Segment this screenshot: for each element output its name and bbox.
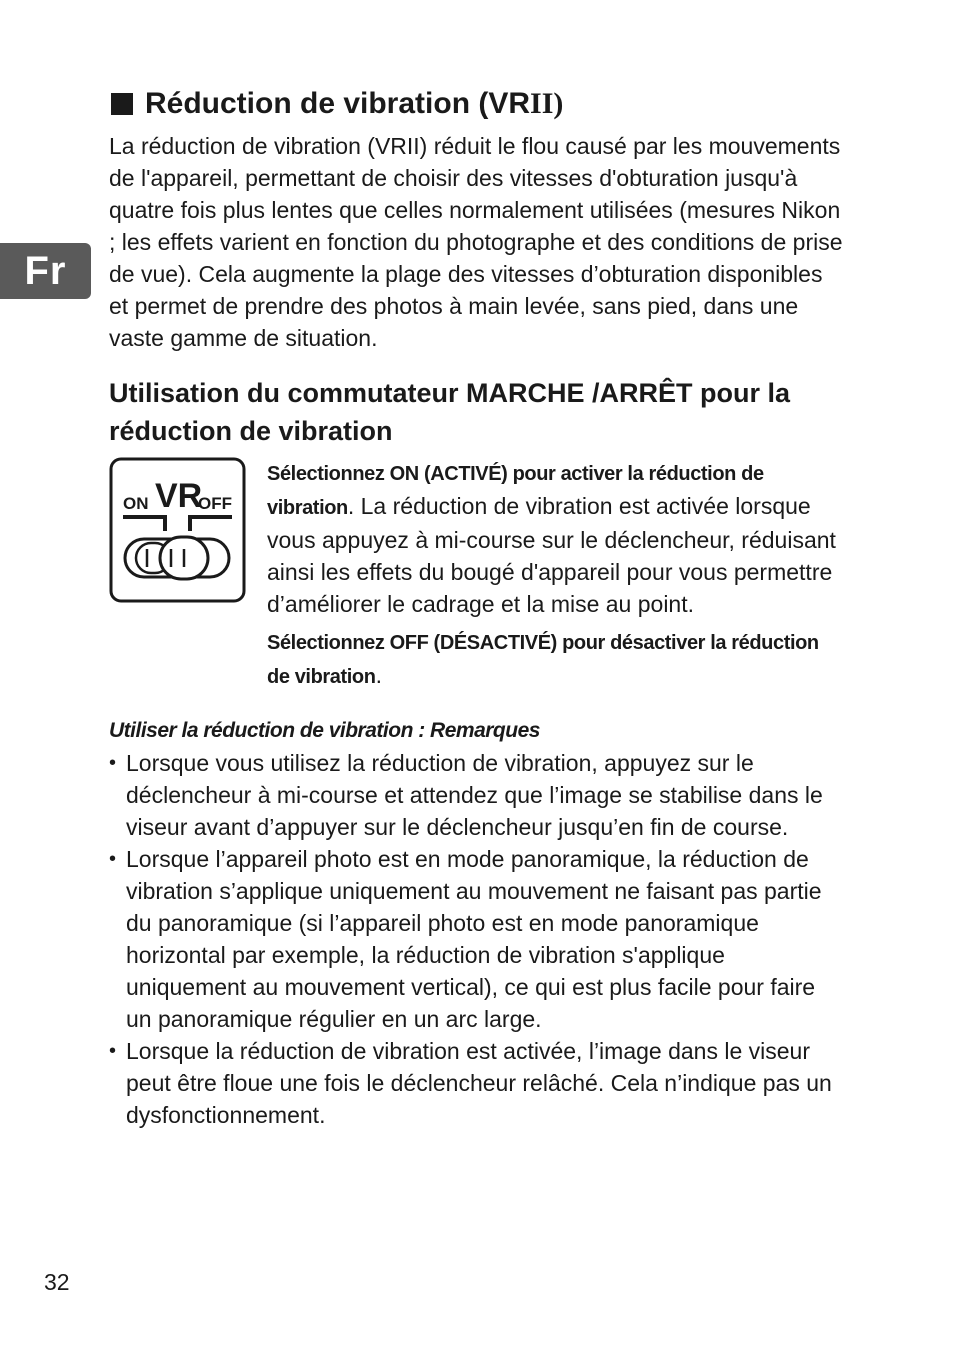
notes-list: [109, 747, 844, 1131]
vr-off-label: OFF: [198, 494, 232, 513]
select-off-bold: Sélectionnez OFF (DÉSACTIVÉ) pour désactiver la réduction de vibration: [267, 632, 819, 688]
notes-title: Utiliser la réduction de vibration : Remarques: [109, 719, 540, 742]
vr-label: VR: [155, 477, 203, 515]
page-number: 32: [44, 1269, 70, 1295]
vr-switch-section: [109, 456, 844, 693]
square-bullet-icon: [111, 93, 133, 115]
language-tab: Fr: [0, 243, 91, 299]
select-on-paragraph: [267, 456, 844, 620]
vr-on-label: ON: [123, 494, 149, 513]
vr-switch-icon: [109, 457, 246, 603]
select-on-bold: Sélectionnez ON (ACTIVÉ) pour activer la réduction de vibration: [267, 463, 764, 519]
intro-paragraph: La réduction de vibration (VRII) réduit le flou causé par les mouvements de l'appareil, permettant de choisir des vitesses d'obturation jusqu'à quatre fois plus lentes que celles normalement utilisées (mesures Nikon ; les effets varient en fonction du photographe et des conditions de prise de vue). Cela augmente la plage des vitesses d’obturation disponibles et permet de prendre des photos à main levée, sans pied, dans une vaste gamme de situation.: [109, 133, 843, 351]
page-content: [109, 82, 844, 1131]
list-item: • Lorsque la réduction de vibration est activée, l’image dans le viseur peut être floue une fois le déclencheur relâché. Cela n’indique pas un dysfonctionnement.: [109, 1035, 844, 1131]
select-off-text: .: [375, 662, 382, 688]
select-on-text: . La réduction de vibration est activée lorsque vous appuyez à mi-course sur le déclencheur, réduisant ainsi les effets du bougé d'appareil pour vous permettre d’améliorer le cadrage et la mise au point.: [267, 493, 836, 617]
list-item: • Lorsque l’appareil photo est en mode panoramique, la réduction de vibration s’applique uniquement au mouvement ne faisant pas partie du panoramique (si l’appareil photo est en mode panoramique horizontal par exemple, la réduction de vibration s'applique uniquement au mouvement vertical), ce qui est plus facile pour faire un panoramique régulier en un arc large.: [109, 843, 844, 1035]
list-item: • Lorsque vous utilisez la réduction de vibration, appuyez sur le déclencheur à mi-course et attendez que l’image se stabilise dans le viseur avant d’appuyer sur le déclencheur jusqu’en fin de course.: [109, 747, 844, 843]
select-off-paragraph: [267, 625, 844, 693]
vr-switch-description: [267, 456, 844, 693]
heading-text: Réduction de vibration (VRII): [145, 87, 564, 120]
section-heading: [109, 82, 844, 126]
subheading: Utilisation du commutateur MARCHE /ARRÊT pour la réduction de vibration: [109, 378, 791, 446]
